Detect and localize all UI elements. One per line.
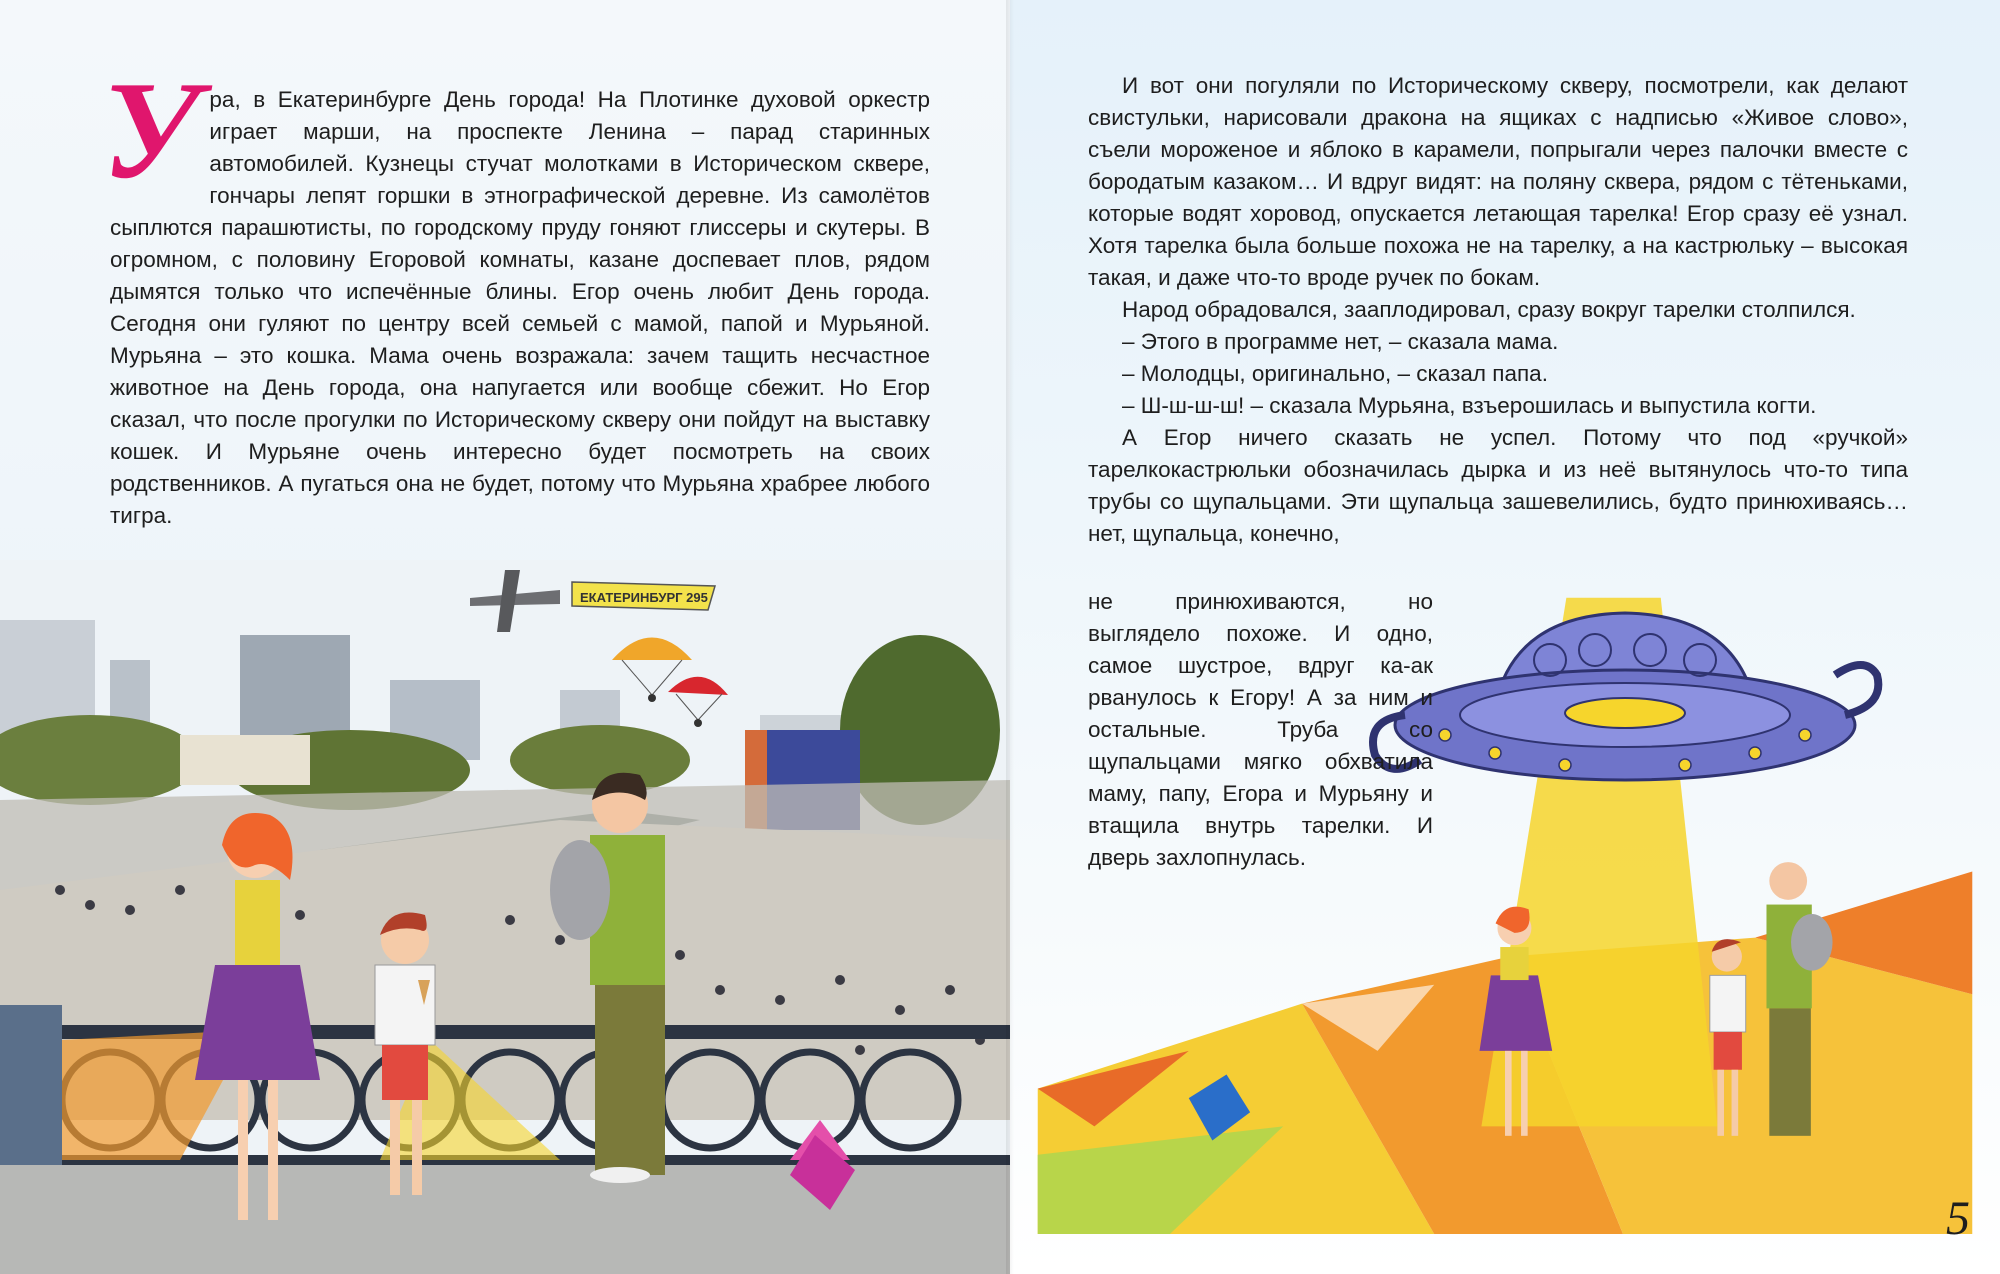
page-number: 5: [1946, 1192, 1970, 1245]
left-story-paragraph: ра, в Екатеринбурге День города! На Плотинке духовой оркестр играет марши, на проспекте Ленина – парад старинных автомобилей. Кузнецы стучат молотками в Историческом сквере, гончары лепят горшки в этнографической деревне. Из самолётов сыплются парашютисты, по городскому пруду гоняют глиссеры и скутеры. В огромном, с половину Егоровой комнаты, казане доспевает плов, рядом дымятся только что испечённые блины. Егор очень любит День города. Сегодня они гуляют по центру всей семьей с мамой, папой и Мурьяной. Мурьяна – это кошка. Мама очень возражала: зачем тащить несчастное животное на День города, она напугается или вообще сбежит. Но Егор сказал, что после прогулки по Историческому скверу они пойдут на выставку кошек. И Мурьяне очень интересно будет посмотреть на своих родственников. А пугаться она не будет, потому что Мурьяна храбрее любого тигра.: [110, 87, 930, 528]
paragraph-walk: И вот они погуляли по Историческому скверу, посмотрели, как делают свистульки, нарисовали дракона на ящиках с надписью «Живое слово», съели мороженое и яблоко в карамели, попрыгали через палочки вместе с бородатым казаком… И вдруг видят: на поляну сквера, рядом с тётеньками, которые водят хоровод, опускается летающая тарелка! Егор сразу её узнал. Хотя тарелка была больше похожа не на тарелку, а на кастрюльку – высокая такая, и даже что-то вроде ручек по бокам.: [1088, 73, 1908, 290]
paragraph-abduction: не принюхиваются, но выглядело похоже. И одно, самое шустрое, вдруг ка-ак рванулось к Егору! А за ним и остальные. Труба со щупальцами мягко обхватила маму, папу, Егора и Мурьяну и втащила внутрь тарелки. И дверь захлопнулась.: [1088, 589, 1433, 870]
dialogue-cat: – Ш-ш-ш-ш! – сказала Мурьяна, взъерошилась и выпустила когти.: [1122, 393, 1817, 418]
right-page: [1010, 0, 2000, 1274]
right-story-text: [1088, 70, 1908, 550]
city-day-illustration: [0, 560, 1010, 1274]
dialogue-father: – Молодцы, оригинально, – сказал папа.: [1122, 361, 1548, 386]
dialogue-mother: – Этого в программе нет, – сказала мама.: [1122, 329, 1559, 354]
book-gutter: [1006, 0, 1014, 1274]
banner-text: ЕКАТЕРИНБУРГ 295: [580, 590, 708, 605]
paragraph-crowd: Народ обрадовался, зааплодировал, сразу вокруг тарелки столпился.: [1122, 297, 1856, 322]
left-story-text: [102, 53, 930, 532]
flying-saucer: [1365, 595, 1885, 815]
drop-cap: У: [102, 53, 200, 208]
paragraph-tentacles: А Егор ничего сказать не успел. Потому что под «ручкой» тарелкокастрюльки обозначилась дырка и из неё вытянулось что-то типа трубы со щупальцами. Эти щупальца зашевелились, будто принюхиваясь… нет, щупальца, конечно,: [1088, 425, 1908, 546]
